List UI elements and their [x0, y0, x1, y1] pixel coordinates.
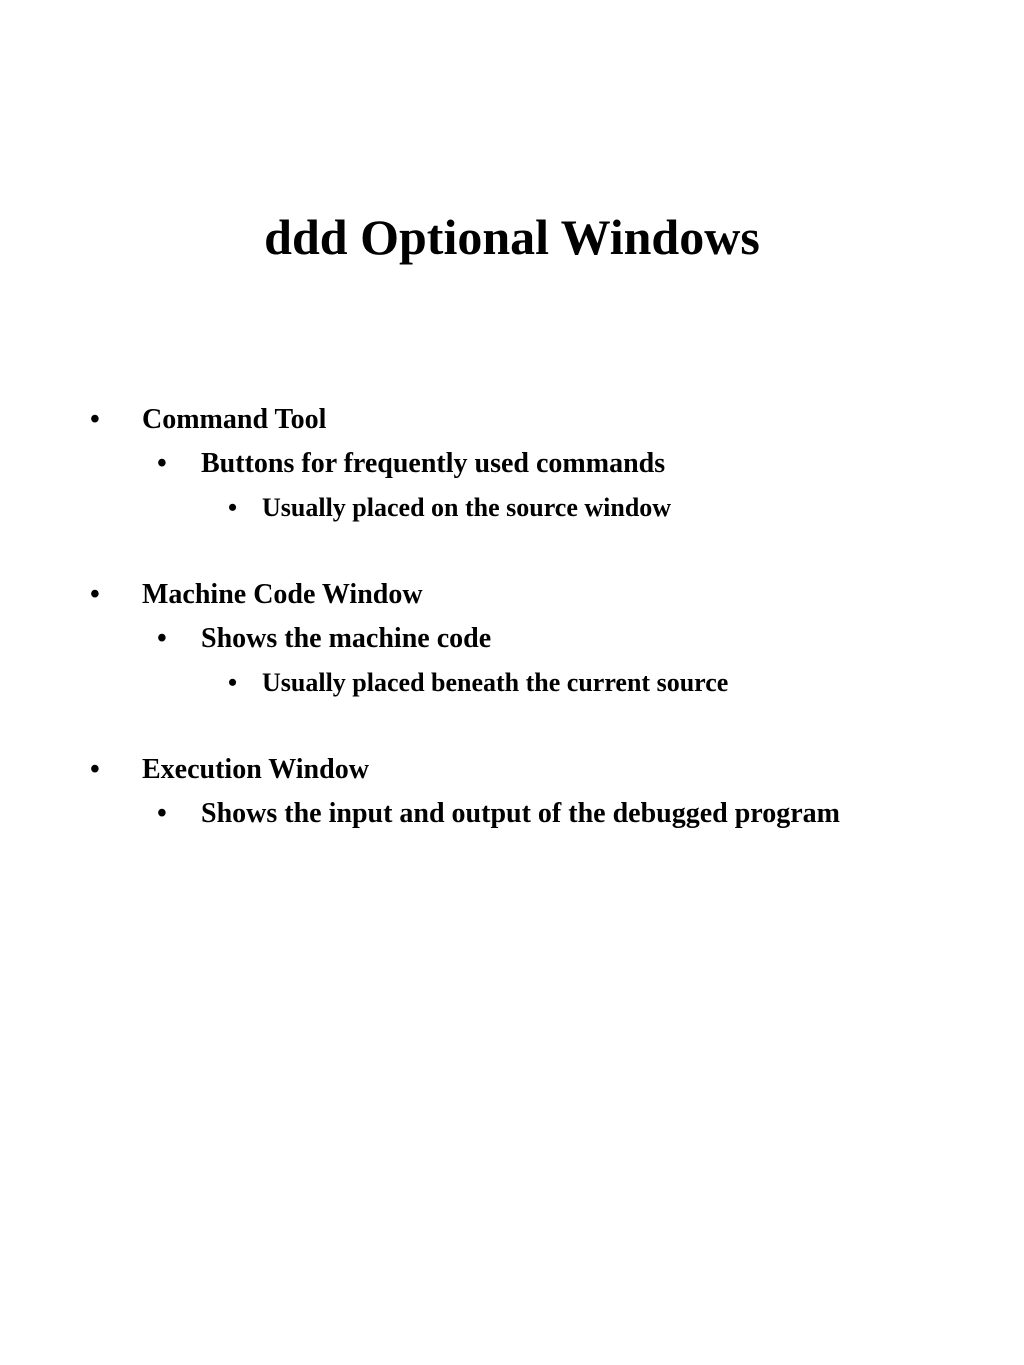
bullet-text: Usually placed on the source window [262, 493, 672, 522]
bullet-text: Execution Window [142, 754, 369, 785]
bullet-text: Machine Code Window [142, 579, 423, 610]
bullet-command-tool [90, 403, 327, 437]
bullet-dot: • [228, 493, 238, 522]
bullet-machine-code-window [90, 578, 423, 612]
bullet-dot: • [90, 579, 100, 610]
bullet-dot: • [228, 668, 238, 697]
bullet-dot: • [157, 798, 167, 829]
bullet-text: Usually placed beneath the current source [262, 668, 729, 697]
bullet-execution-window [90, 753, 369, 787]
sub-bullet-input-output [157, 797, 840, 831]
bullet-dot: • [157, 623, 167, 654]
bullet-dot: • [157, 448, 167, 479]
subsub-bullet-current-source [228, 667, 729, 699]
subsub-bullet-source-window [228, 492, 672, 524]
bullet-text: Buttons for frequently used commands [201, 448, 666, 479]
slide-title: ddd Optional Windows [264, 209, 760, 265]
sub-bullet-machine-code [157, 622, 492, 656]
bullet-dot: • [90, 404, 100, 435]
bullet-dot: • [90, 754, 100, 785]
bullet-text: Shows the input and output of the debugged program [201, 798, 840, 829]
bullet-text: Command Tool [142, 404, 327, 435]
bullet-text: Shows the machine code [201, 623, 492, 654]
sub-bullet-buttons [157, 447, 666, 481]
